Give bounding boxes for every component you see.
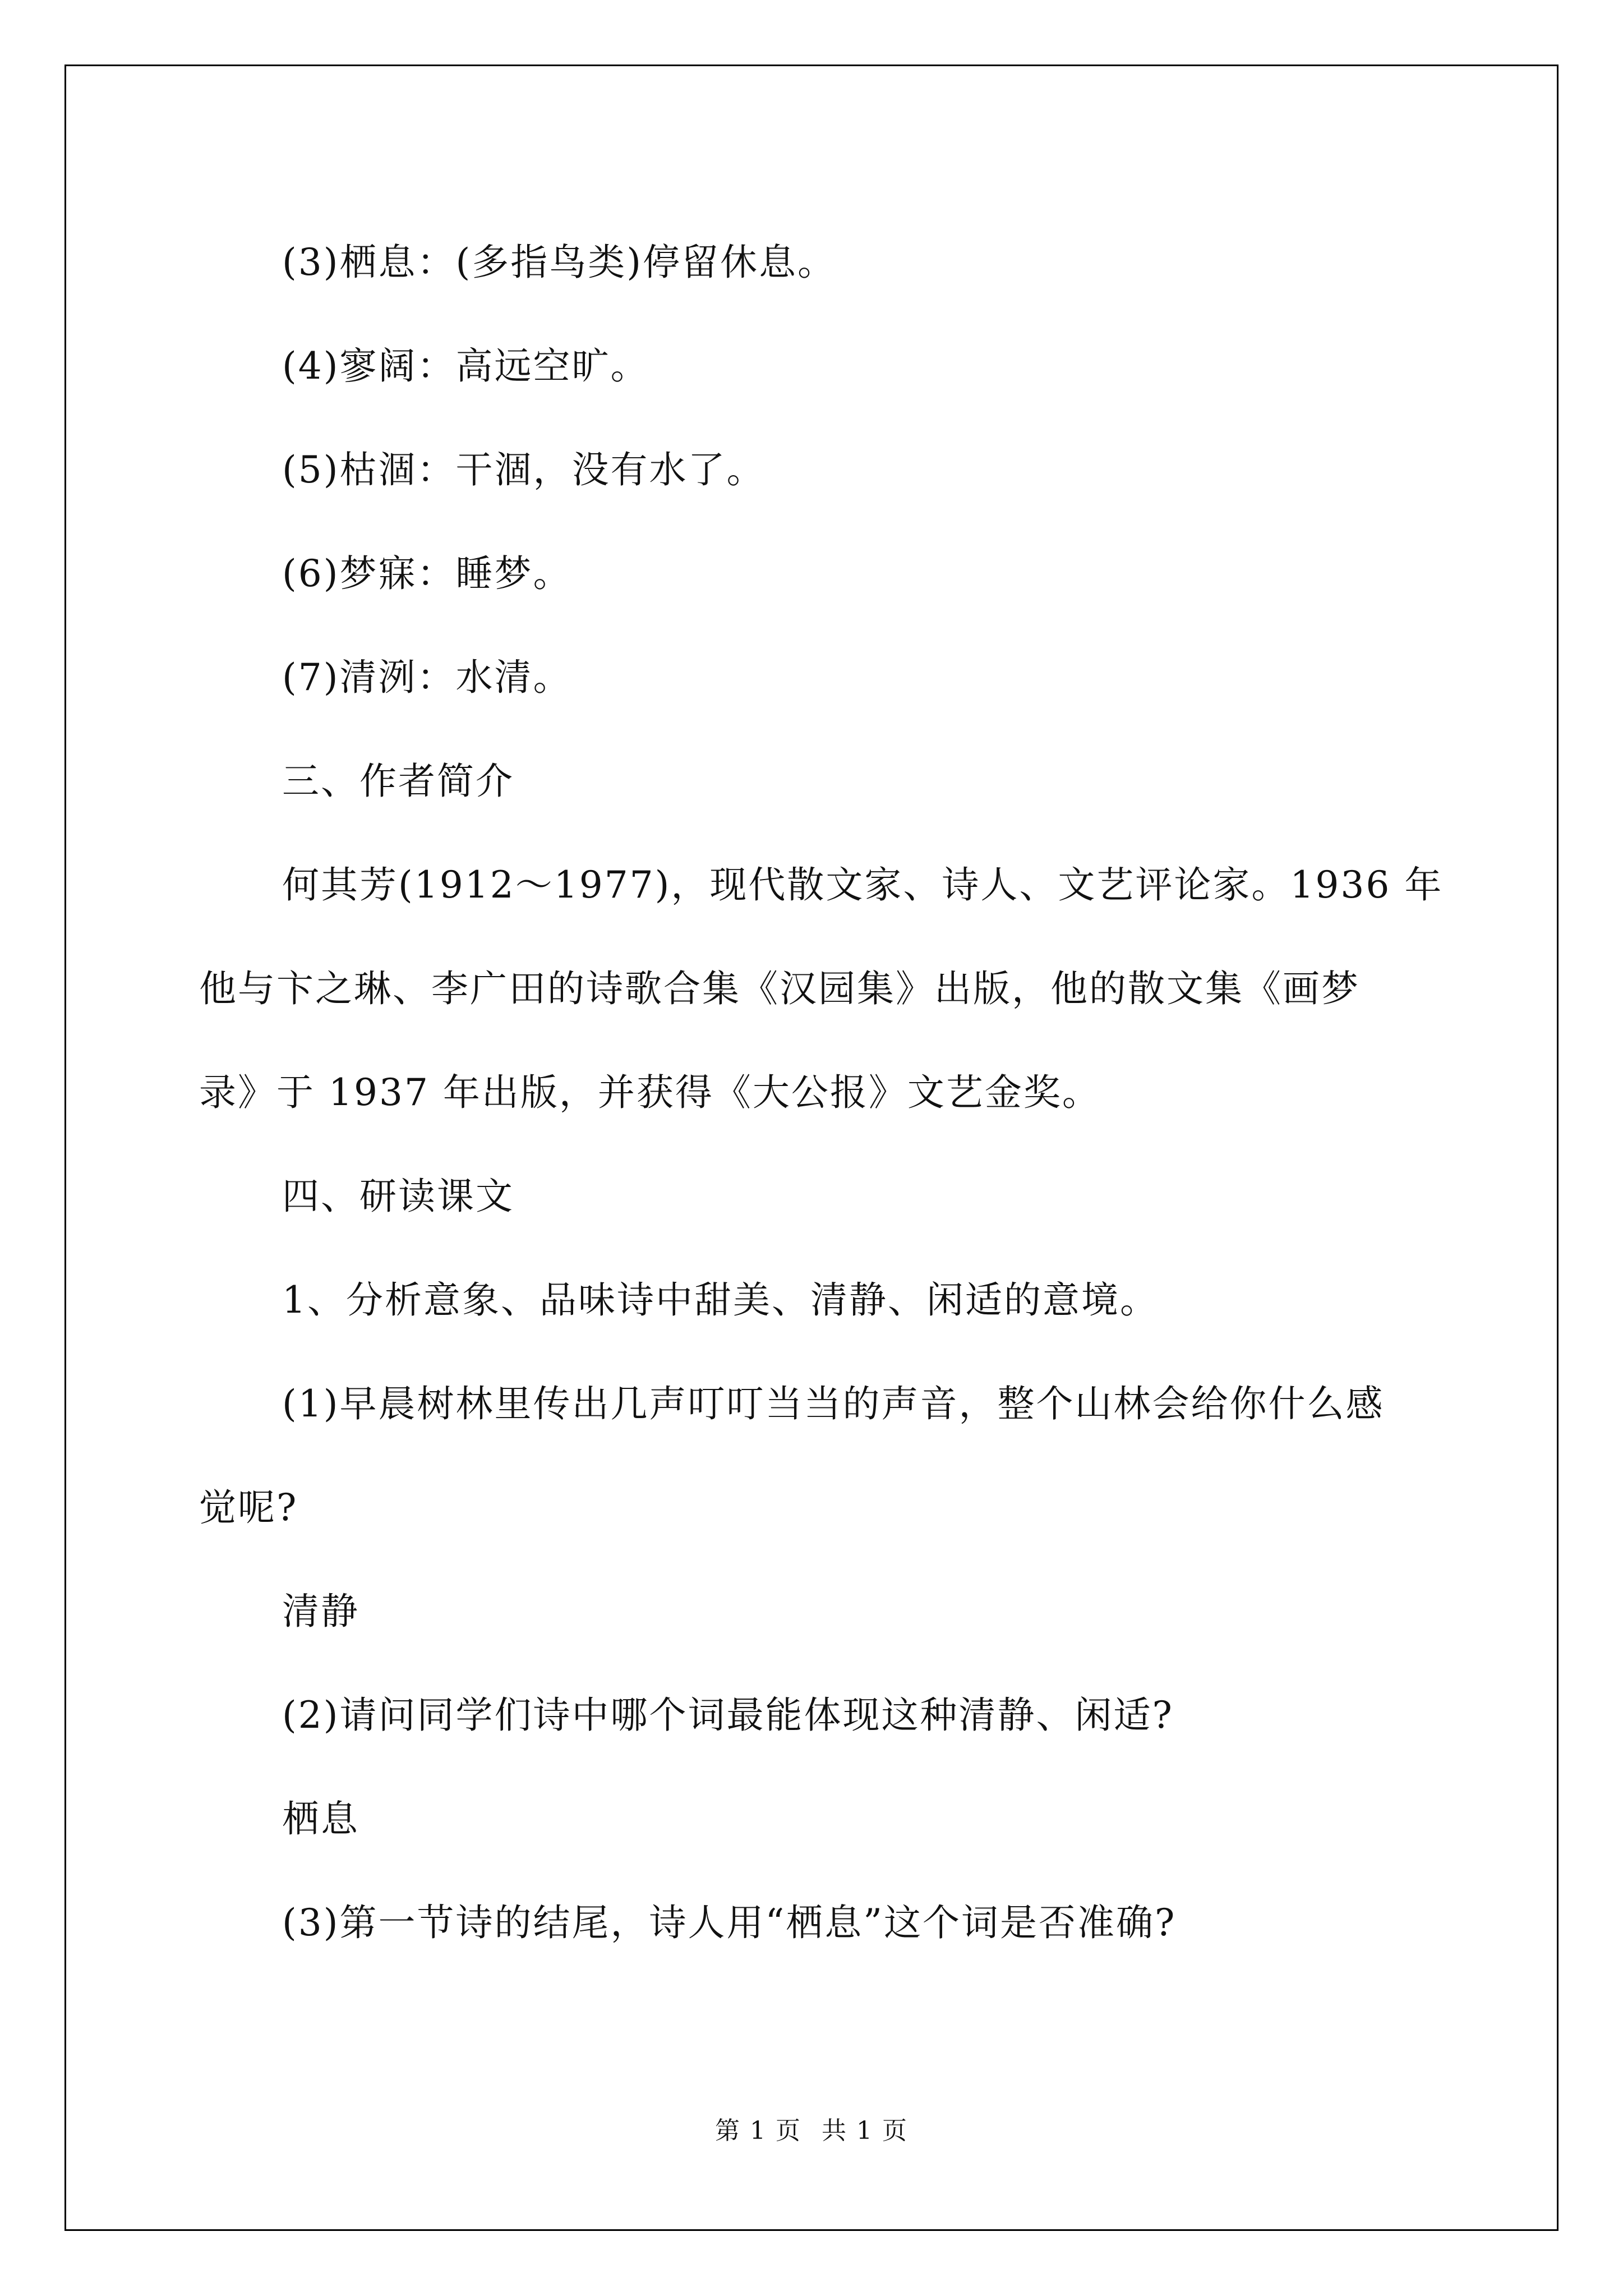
question-line: (2)请问同学们诗中哪个词最能体现这种清静、闲适? <box>282 1694 1174 1737</box>
question-line: (1)早晨树林里传出几声叮叮当当的声音，整个山林会给你什么感 <box>282 1382 1385 1425</box>
definition-line: (4)寥阔：高远空旷。 <box>282 344 649 388</box>
paragraph-line: 录》于 1937 年出版，并获得《大公报》文艺金奖。 <box>199 1071 1101 1114</box>
paragraph-line: 他与卞之琳、李广田的诗歌合集《汉园集》出版，他的散文集《画梦 <box>199 967 1360 1010</box>
page-footer <box>0 2110 1623 2146</box>
page-total: 共 1 页 <box>822 2116 908 2145</box>
page-number: 第 1 页 <box>715 2116 801 2145</box>
answer-line: 清静 <box>282 1590 359 1633</box>
section-heading: 三、作者简介 <box>282 760 514 803</box>
section-heading: 四、研读课文 <box>282 1175 514 1218</box>
paragraph-line: 1、分析意象、品味诗中甜美、清静、闲适的意境。 <box>282 1278 1159 1322</box>
question-line: 觉呢? <box>199 1486 298 1529</box>
definition-line: (3)栖息：(多指鸟类)停留休息。 <box>282 241 836 284</box>
question-line: (3)第一节诗的结尾，诗人用“栖息”这个词是否准确? <box>282 1901 1177 1944</box>
definition-line: (6)梦寐：睡梦。 <box>282 552 572 595</box>
definition-line: (5)枯涸：干涸，没有水了。 <box>282 448 766 491</box>
paragraph-line: 何其芳(1912～1977)，现代散文家、诗人、文艺评论家。1936 年 <box>282 863 1444 907</box>
answer-line: 栖息 <box>282 1797 359 1841</box>
definition-line: (7)清洌：水清。 <box>282 656 572 699</box>
